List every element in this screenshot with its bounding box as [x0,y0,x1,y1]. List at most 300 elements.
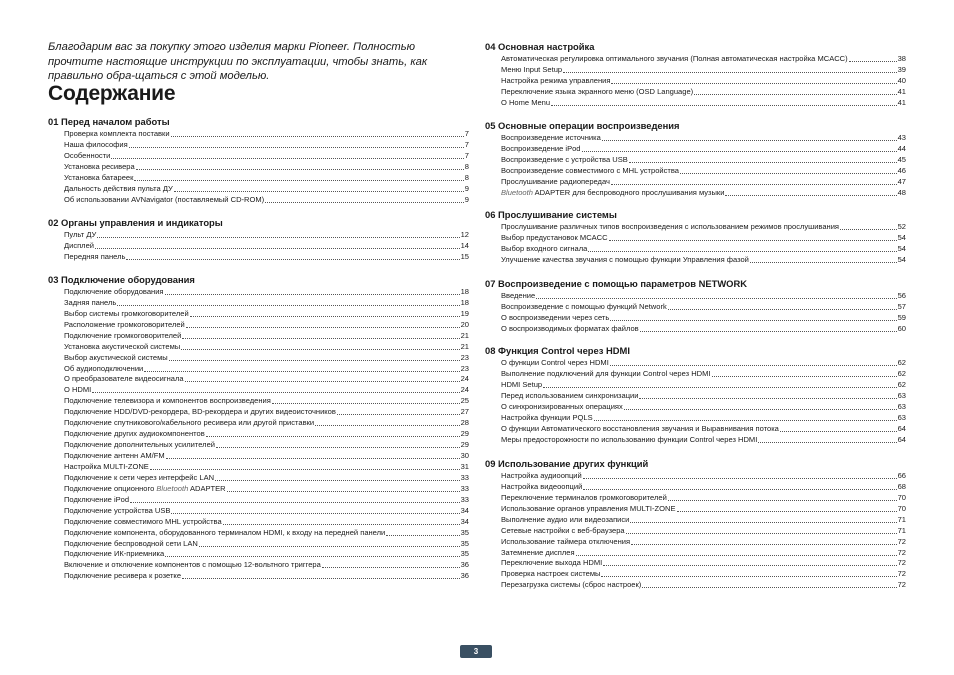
dot-leader [171,513,459,514]
toc-entry[interactable] [501,144,906,155]
toc-entry-title: Задняя панель [64,297,117,307]
toc-entry-page: 54 [897,232,906,242]
dot-leader [144,371,459,372]
dot-leader [840,229,897,230]
toc-entry-page: 31 [460,461,469,471]
toc-entry-page: 66 [897,470,906,480]
toc-entry-page: 44 [897,143,906,153]
toc-entry[interactable] [64,517,469,528]
toc-entry-title-part: Подключение опционного [64,483,157,493]
toc-entry-title: Подключение телевизора и компонентов воспроизведения [64,396,271,406]
toc-entry-title: Переключение терминалов громкоговорителей [501,492,667,502]
toc-entry-page: 57 [897,301,906,311]
toc-entry-title [501,188,724,199]
toc-entry-title: Автоматическая регулировка оптимального звучания (Полная автоматическая настройка MCACC) [501,53,848,63]
toc-entry-title: Подключение к сети через интерфейс LAN [64,472,215,482]
toc-entry-title: О воспроизводимых форматах файлов [501,323,639,333]
toc-entry-title: Выбор входного сигнала [501,243,588,253]
toc-entry-title: Настройка аудиоопций [501,470,582,480]
toc-entry-title: Включение и отключение компонентов с помощью 12-вольтного триггера [64,560,321,570]
toc-entry-page: 72 [897,580,906,590]
dot-leader [624,409,897,410]
toc-entry-page: 35 [460,538,469,548]
toc-entry[interactable] [64,320,469,331]
toc-entry-page: 56 [897,290,906,300]
toc-entry-page: 8 [464,161,469,171]
toc-entry-list [64,230,469,263]
toc-entry[interactable] [64,140,469,151]
toc-entry-title: Установка акустической системы [64,341,181,351]
toc-section [485,458,906,591]
toc-entry[interactable] [501,369,906,380]
toc-entry-title: Перед использованием синхронизации [501,390,639,400]
dot-leader [576,555,897,556]
toc-entry-page: 60 [897,323,906,333]
dot-leader [126,259,459,260]
toc-entry-title: Подключение HDD/DVD-рекордера, BD-рекордера и других видеоисточников [64,407,336,417]
toc-entry-page: 45 [897,154,906,164]
section-heading: 04 Основная настройка [485,41,595,52]
page-title: Содержание [48,82,176,105]
dot-leader [186,327,460,328]
toc-entry-title: Перезагрузка системы (сброс настроек) [501,580,642,590]
toc-entry-title: Меню Input Setup [501,64,563,74]
toc-entry-page: 39 [897,64,906,74]
toc-entry-title: Меры предосторожности по использованию функции Control через HDMI [501,434,758,444]
toc-entry-title: Проверка комплекта поставки [64,128,170,138]
toc-entry-page: 41 [897,97,906,107]
toc-entry[interactable] [64,451,469,462]
toc-entry-title: Сетевые настройки с веб-браузера [501,525,625,535]
dot-leader [223,524,460,525]
toc-entry-list [501,54,906,109]
toc-entry-title: Пульт ДУ [64,229,97,239]
toc-entry-title: Установка ресивера [64,161,135,171]
toc-entry-title: Подключение ИК-приемника [64,549,165,559]
toc-entry[interactable] [501,391,906,402]
toc-entry[interactable] [501,302,906,313]
dot-leader [610,365,897,366]
dot-leader [92,392,459,393]
toc-entry-title-part: Bluetooth [501,187,533,197]
toc-entry[interactable] [64,506,469,517]
toc-entry-page: 21 [460,330,469,340]
toc-entry-list [501,222,906,266]
toc-entry[interactable] [64,462,469,473]
toc-entry-page: 63 [897,390,906,400]
toc-entry[interactable] [501,413,906,424]
dot-leader [849,61,897,62]
toc-entry-page: 41 [897,86,906,96]
toc-entry-title: Передняя панель [64,251,126,261]
toc-section [48,116,469,206]
toc-entry-page: 9 [464,194,469,204]
intro-text: Благодарим вас за покупку этого изделия марки Pioneer. Полностью прочтите настоящие инструкции по эксплуатации, чтобы знать, как правильно обра-щаться с этой моделью. [48,41,428,83]
toc-entry-page: 33 [460,483,469,493]
toc-entry-list [501,133,906,199]
toc-entry[interactable] [501,98,906,109]
dot-leader [725,195,896,196]
toc-entry[interactable] [64,252,469,263]
toc-entry-page: 18 [460,297,469,307]
toc-entry-title: Подключение громкоговорителей [64,330,182,340]
toc-entry-title: Подключение совместимого MHL устройства [64,516,222,526]
toc-entry[interactable] [501,244,906,255]
toc-entry-title: Введение [501,290,536,300]
toc-entry-title: Установка батареек [64,172,134,182]
toc-entry-page: 72 [897,558,906,568]
toc-entry-title [64,484,226,495]
dot-leader [181,349,459,350]
toc-entry[interactable] [64,230,469,241]
toc-entry-page: 23 [460,352,469,362]
toc-entry-title: Использование органов управления MULTI-ZONE [501,503,676,513]
toc-entry-title: Подключение устройства USB [64,505,171,515]
dot-leader [315,425,459,426]
dot-leader [337,414,460,415]
toc-entry[interactable] [501,233,906,244]
toc-entry[interactable] [501,54,906,65]
toc-entry-list [64,129,469,206]
toc-entry-page: 35 [460,527,469,537]
toc-entry[interactable] [64,298,469,309]
section-heading: 02 Органы управления и индикаторы [48,217,223,228]
dot-leader [583,478,897,479]
dot-leader [677,511,897,512]
toc-entry-page: 54 [897,243,906,253]
section-heading: 01 Перед началом работы [48,116,170,127]
toc-entry-page: 72 [897,536,906,546]
dot-leader [166,458,460,459]
toc-entry-page: 12 [460,229,469,239]
toc-entry-page: 38 [897,53,906,63]
toc-entry-page: 18 [460,286,469,296]
toc-entry[interactable] [501,380,906,391]
toc-entry-title: Выполнение аудио или видеозаписи [501,514,630,524]
toc-entry-page: 63 [897,412,906,422]
toc-entry-title: О функции Автоматического восстановления звучания и Выравнивания потока [501,423,779,433]
toc-entry[interactable] [501,188,906,199]
toc-entry-page: 70 [897,492,906,502]
toc-entry-page: 43 [897,132,906,142]
toc-entry-title: Проверка настроек системы [501,569,601,579]
toc-entry-title: О функции Control через HDMI [501,357,609,367]
toc-entry-title: Выполнение подключений для функции Control через HDMI [501,368,711,378]
toc-entry-title-part: ADAPTER для беспроводного прослушивания музыки [532,187,725,197]
toc-section [485,120,906,199]
dot-leader [543,387,896,388]
toc-entry[interactable] [64,342,469,353]
toc-entry[interactable] [64,407,469,418]
toc-entry[interactable] [64,396,469,407]
toc-entry-title: Затемнение дисплея [501,547,575,557]
dot-leader [171,136,464,137]
toc-entry-page: 27 [460,407,469,417]
toc-entry-title: Воспроизведение iPod [501,143,581,153]
toc-entry[interactable] [501,65,906,76]
toc-entry[interactable] [64,418,469,429]
dot-leader [630,522,896,523]
dot-leader [610,320,896,321]
toc-entry[interactable] [64,375,469,386]
toc-entry-list [501,471,906,591]
toc-entry[interactable] [501,155,906,166]
toc-entry[interactable] [501,166,906,177]
toc-entry-page: 9 [464,183,469,193]
toc-entry-page: 8 [464,172,469,182]
toc-entry-title: Переключение языка экранного меню (OSD Language) [501,86,694,96]
toc-entry[interactable] [64,440,469,451]
toc-entry-title: Настройка MULTI-ZONE [64,461,149,471]
dot-leader [626,533,897,534]
toc-entry-page: 15 [460,251,469,261]
toc-entry-title: Переключение выхода HDMI [501,558,603,568]
toc-entry[interactable] [64,331,469,342]
toc-entry-page: 59 [897,312,906,322]
toc-entry-page: 21 [460,341,469,351]
dot-leader [117,305,459,306]
toc-entry-page: 24 [460,374,469,384]
toc-entry[interactable] [501,515,906,526]
toc-entry-title: Выбор акустической системы [64,352,168,362]
toc-entry-page: 36 [460,560,469,570]
toc-entry[interactable] [501,526,906,537]
toc-entry[interactable] [501,358,906,369]
toc-entry[interactable] [64,385,469,396]
toc-entry-title: О Home Menu [501,97,551,107]
toc-entry-page: 40 [897,75,906,85]
toc-entry[interactable] [501,569,906,580]
toc-entry-title: Расположение громкоговорителей [64,319,185,329]
toc-entry[interactable] [501,255,906,266]
dot-leader [601,576,896,577]
toc-entry-page: 14 [460,240,469,250]
dot-leader [758,442,896,443]
toc-entry[interactable] [501,324,906,335]
dot-leader [602,140,897,141]
toc-entry-page: 48 [897,187,906,197]
toc-entry[interactable] [64,173,469,184]
toc-entry[interactable] [64,287,469,298]
toc-entry[interactable] [64,495,469,506]
toc-entry[interactable] [64,484,469,495]
toc-entry-title: Подключение других аудиокомпонентов [64,429,205,439]
toc-entry-title: О HDMI [64,385,92,395]
toc-entry-title: Подключение беспроводной сети LAN [64,538,198,548]
dot-leader [182,338,459,339]
toc-entry[interactable] [501,133,906,144]
dot-leader [136,169,464,170]
dot-leader [150,469,460,470]
dot-leader [642,587,896,588]
section-heading: 09 Использование других функций [485,458,649,469]
dot-leader [134,180,463,181]
toc-entry-page: 36 [460,571,469,581]
toc-entry[interactable] [64,241,469,252]
toc-entry[interactable] [501,313,906,324]
dot-leader [215,480,460,481]
toc-entry-title-part: Bluetooth [156,483,189,493]
toc-entry-page: 29 [460,440,469,450]
toc-entry[interactable] [501,537,906,548]
toc-entry[interactable] [501,424,906,435]
toc-entry-title: Об использовании AVNavigator (поставляемый CD-ROM) [64,194,265,204]
toc-entry[interactable] [64,473,469,484]
toc-entry[interactable] [64,429,469,440]
toc-entry[interactable] [501,559,906,570]
dot-leader [609,240,897,241]
toc-entry-title: Прослушивание различных типов воспроизведения с использованием режимов прослушивания [501,221,840,231]
toc-entry-title: Выбор системы громкоговорителей [64,308,189,318]
toc-entry-title: Улучшение качества звучания с помощью функции Управления фазой [501,254,749,264]
toc-entry-title: Подключение спутникового/кабельного ресивера или другой приставки [64,418,315,428]
dot-leader [322,567,460,568]
toc-entry[interactable] [64,184,469,195]
toc-entry-title: Воспроизведение источника [501,132,601,142]
dot-leader [206,436,460,437]
toc-entry-title: Подключение дополнительных усилителей [64,440,216,450]
toc-entry-title: HDMI Setup [501,379,543,389]
toc-entry[interactable] [64,353,469,364]
toc-entry[interactable] [64,129,469,140]
toc-entry-page: 64 [897,434,906,444]
toc-entry[interactable] [64,528,469,539]
toc-entry-title: Наша философия [64,139,128,149]
toc-entry-title: Об аудиоподключении [64,363,144,373]
dot-leader [551,105,897,106]
toc-entry-title: Подключение ресивера к розетке [64,571,182,581]
toc-entry-page: 35 [460,549,469,559]
dot-leader [583,489,896,490]
dot-leader [582,151,897,152]
toc-entry[interactable] [501,493,906,504]
dot-leader [111,158,463,159]
toc-section [48,217,469,263]
toc-entry-page: 20 [460,319,469,329]
dot-leader [386,535,459,536]
dot-leader [639,398,896,399]
dot-leader [165,556,459,557]
dot-leader [199,546,460,547]
toc-entry-list [64,287,469,582]
dot-leader [227,491,460,492]
toc-entry-page: 33 [460,472,469,482]
toc-section [485,345,906,446]
toc-entry-page: 72 [897,547,906,557]
toc-entry-title: Подключение антенн AM/FM [64,451,165,461]
section-heading: 06 Прослушивание системы [485,209,617,220]
toc-entry-page: 71 [897,514,906,524]
toc-entry[interactable] [501,548,906,559]
dot-leader [780,431,897,432]
toc-entry-title: О воспроизведении через сеть [501,312,610,322]
toc-section [485,209,906,266]
toc-entry-title: Настройка функции PQLS [501,412,593,422]
toc-entry-page: 71 [897,525,906,535]
dot-leader [129,147,464,148]
toc-section [485,278,906,335]
dot-leader [536,298,896,299]
section-heading: 08 Функция Control через HDMI [485,345,630,356]
toc-entry-page: 30 [460,451,469,461]
toc-entry-title: Особенности [64,150,111,160]
toc-entry-page: 33 [460,494,469,504]
dot-leader [668,500,897,501]
toc-entry-page: 54 [897,254,906,264]
toc-entry-page: 52 [897,221,906,231]
toc-entry-title: Настройка режима управления [501,75,611,85]
toc-entry-page: 24 [460,385,469,395]
toc-entry-title: Воспроизведение с помощью функций Network [501,301,667,311]
section-heading: 07 Воспроизведение с помощью параметров NETWORK [485,278,748,289]
toc-entry-title: Подключение оборудования [64,286,164,296]
toc-entry[interactable] [64,364,469,375]
toc-entry[interactable] [64,539,469,550]
toc-entry-title: Подключение iPod [64,494,130,504]
dot-leader [272,403,460,404]
toc-section [48,274,469,582]
dot-leader [611,184,897,185]
dot-leader [563,72,896,73]
toc-entry-page: 70 [897,503,906,513]
dot-leader [174,191,464,192]
toc-entry-page: 25 [460,396,469,406]
toc-entry[interactable] [64,195,469,206]
toc-entry-page: 63 [897,401,906,411]
dot-leader [130,502,460,503]
dot-leader [190,316,460,317]
toc-entry-title-part: ADAPTER [188,483,226,493]
toc-entry[interactable] [501,580,906,591]
toc-entry[interactable] [501,291,906,302]
toc-entry-title: Подключение компонента, оборудованного терминалом HDMI, к входу на передней панели [64,527,386,537]
toc-entry-title: Настройка видеоопций [501,481,583,491]
dot-leader [97,237,459,238]
toc-entry[interactable] [64,309,469,320]
toc-entry[interactable] [501,222,906,233]
toc-entry-title: Воспроизведение с устройства USB [501,154,628,164]
toc-entry[interactable] [501,482,906,493]
dot-leader [629,162,897,163]
toc-entry[interactable] [64,162,469,173]
toc-entry[interactable] [501,76,906,87]
toc-entry-page: 7 [464,139,469,149]
dot-leader [588,251,896,252]
toc-entry[interactable] [64,571,469,582]
section-heading: 05 Основные операции воспроизведения [485,120,680,131]
toc-entry-page: 62 [897,368,906,378]
toc-entry-page: 28 [460,418,469,428]
toc-entry[interactable] [64,560,469,571]
dot-leader [611,83,896,84]
dot-leader [750,262,897,263]
toc-entry[interactable] [501,402,906,413]
toc-entry[interactable] [501,504,906,515]
toc-entry[interactable] [64,550,469,561]
toc-entry[interactable] [501,471,906,482]
dot-leader [631,544,897,545]
toc-entry-title: Прослушивание радиопередач [501,176,610,186]
toc-entry[interactable] [501,87,906,98]
toc-entry[interactable] [501,177,906,188]
toc-entry[interactable] [501,435,906,446]
dot-leader [265,202,464,203]
dot-leader [694,94,896,95]
toc-entry-page: 46 [897,165,906,175]
dot-leader [603,565,896,566]
toc-entry[interactable] [64,151,469,162]
page-number-badge: 3 [460,645,492,658]
